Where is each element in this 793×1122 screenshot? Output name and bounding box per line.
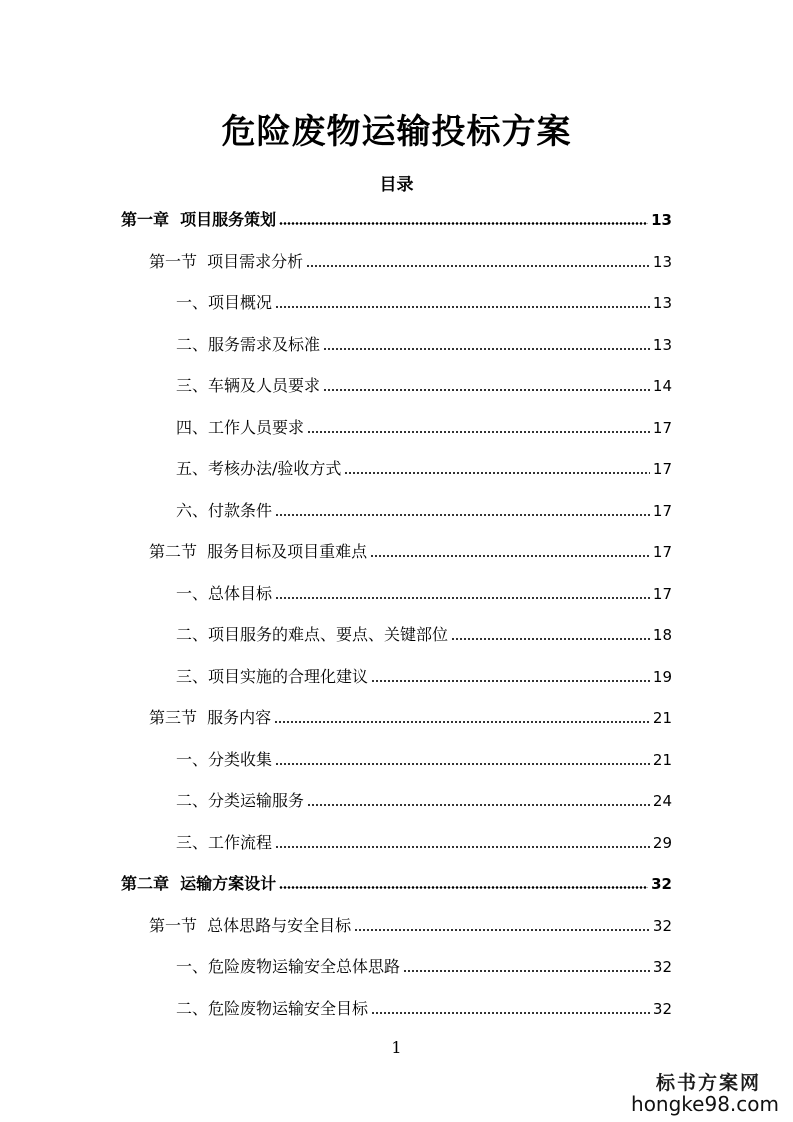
toc-entry[interactable] xyxy=(176,748,672,772)
toc-entry[interactable] xyxy=(176,333,672,357)
toc-entry-page: 13 xyxy=(651,211,672,229)
toc-entry-page: 21 xyxy=(652,709,672,727)
toc-entry-page: 13 xyxy=(652,253,672,271)
toc-entry-label: 第一章 项目服务策划 xyxy=(121,210,277,229)
toc-entry-label: 一、总体目标 xyxy=(176,584,273,603)
toc-leader-dots xyxy=(344,472,650,474)
toc-leader-dots xyxy=(451,638,650,640)
toc-entry-page: 17 xyxy=(652,419,672,437)
toc-entry-label: 二、危险废物运输安全目标 xyxy=(176,999,369,1018)
toc-entry[interactable] xyxy=(121,208,672,232)
toc-entry-label: 第一节 项目需求分析 xyxy=(149,252,304,271)
toc-leader-dots xyxy=(279,222,648,225)
toc-entry[interactable] xyxy=(149,540,672,564)
toc-entry-page: 14 xyxy=(652,377,672,395)
toc-entry-page: 32 xyxy=(651,875,672,893)
toc-entry-page: 29 xyxy=(652,834,672,852)
toc-entry[interactable] xyxy=(121,872,672,896)
toc-entry[interactable] xyxy=(176,955,672,979)
toc-entry-label: 三、车辆及人员要求 xyxy=(176,376,321,395)
toc-leader-dots xyxy=(307,804,650,806)
toc-entry[interactable] xyxy=(176,789,672,813)
toc-entry-page: 21 xyxy=(652,751,672,769)
toc-entry-page: 17 xyxy=(652,460,672,478)
toc-entry-label: 第二章 运输方案设计 xyxy=(121,874,277,893)
toc-leader-dots xyxy=(371,1012,650,1014)
toc-entry-page: 17 xyxy=(652,502,672,520)
toc-entry[interactable] xyxy=(176,416,672,440)
toc-entry[interactable] xyxy=(149,706,672,730)
toc-leader-dots xyxy=(370,555,650,557)
toc-entry[interactable] xyxy=(176,665,672,689)
toc-entry-page: 13 xyxy=(652,336,672,354)
watermark-site-name: 标书方案网 xyxy=(655,1072,761,1094)
toc-leader-dots xyxy=(323,348,650,350)
toc-entry[interactable] xyxy=(176,831,672,855)
toc-entry-page: 32 xyxy=(652,1000,672,1018)
toc-entry[interactable] xyxy=(176,499,672,523)
toc-leader-dots xyxy=(275,306,650,308)
toc-entry-label: 一、危险废物运输安全总体思路 xyxy=(176,957,401,976)
toc-entry-label: 一、分类收集 xyxy=(176,750,273,769)
toc-entry-label: 一、项目概况 xyxy=(176,293,273,312)
toc-leader-dots xyxy=(279,886,648,889)
document-title: 危险废物运输投标方案 xyxy=(221,112,572,152)
toc-entry-label: 六、付款条件 xyxy=(176,501,273,520)
toc-entry[interactable] xyxy=(176,457,672,481)
toc-entry-label: 第二节 服务目标及项目重难点 xyxy=(149,542,368,561)
toc-leader-dots xyxy=(323,389,650,391)
toc-entry-page: 32 xyxy=(652,917,672,935)
toc-entry-page: 24 xyxy=(652,792,672,810)
toc-entry-label: 第一节 总体思路与安全目标 xyxy=(149,916,352,935)
watermark-site-url: hongke98.com xyxy=(631,1092,779,1116)
toc-entry-label: 第三节 服务内容 xyxy=(149,708,272,727)
page-number: 1 xyxy=(391,1038,402,1057)
toc-entry[interactable] xyxy=(176,582,672,606)
toc-leader-dots xyxy=(275,763,650,765)
toc-leader-dots xyxy=(274,721,650,723)
toc-heading: 目录 xyxy=(379,175,414,195)
toc-entry-page: 18 xyxy=(652,626,672,644)
toc-entry[interactable] xyxy=(176,623,672,647)
toc-leader-dots xyxy=(307,431,650,433)
toc-entry-page: 17 xyxy=(652,585,672,603)
toc-entry-label: 二、分类运输服务 xyxy=(176,791,305,810)
toc-entry[interactable] xyxy=(176,997,672,1021)
toc-entry-label: 二、项目服务的难点、要点、关键部位 xyxy=(176,625,449,644)
toc-entry-page: 19 xyxy=(652,668,672,686)
toc-entry-page: 13 xyxy=(652,294,672,312)
toc-entry-label: 四、工作人员要求 xyxy=(176,418,305,437)
toc-leader-dots xyxy=(354,929,650,931)
toc-leader-dots xyxy=(275,846,650,848)
toc-entry-label: 三、项目实施的合理化建议 xyxy=(176,667,369,686)
toc-entry-label: 三、工作流程 xyxy=(176,833,273,852)
toc-leader-dots xyxy=(275,514,650,516)
toc-leader-dots xyxy=(371,680,650,682)
toc-entry[interactable] xyxy=(176,291,672,315)
toc-leader-dots xyxy=(275,597,650,599)
toc-entry[interactable] xyxy=(176,374,672,398)
toc-leader-dots xyxy=(306,265,650,267)
toc-entry-page: 32 xyxy=(652,958,672,976)
toc-entry[interactable] xyxy=(149,250,672,274)
toc-entry-label: 二、服务需求及标准 xyxy=(176,335,321,354)
toc-entry-label: 五、考核办法/验收方式 xyxy=(176,459,342,478)
toc-entry-page: 17 xyxy=(652,543,672,561)
toc-entry[interactable] xyxy=(149,914,672,938)
toc-leader-dots xyxy=(403,970,650,972)
